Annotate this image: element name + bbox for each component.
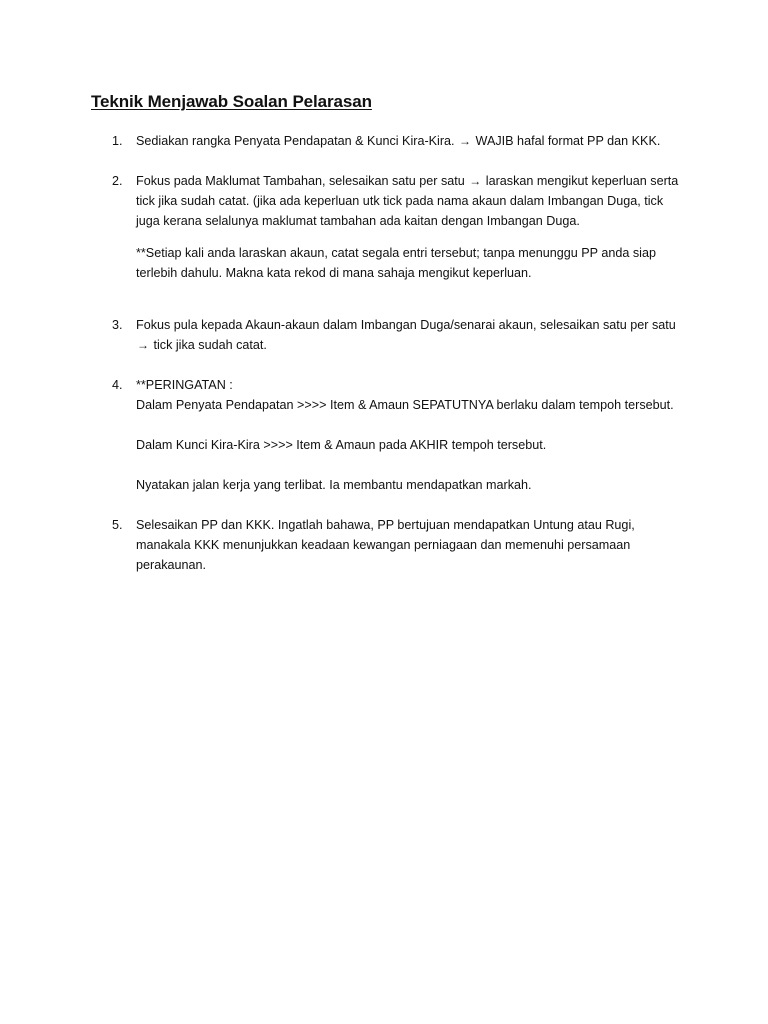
document-title: Teknik Menjawab Soalan Pelarasan xyxy=(91,92,372,111)
list-item-4 xyxy=(112,375,692,495)
list-item-5 xyxy=(112,515,692,575)
list-item-3 xyxy=(112,315,692,355)
item-2-line-2: tick jika sudah catat. (jika ada keperluan utk tick pada nama akaun dalam Imbangan Duga, tick xyxy=(136,194,664,208)
item-2-line-1 xyxy=(136,171,692,191)
spacer xyxy=(136,455,692,475)
spacer xyxy=(136,415,692,435)
list-number-3: 3. xyxy=(112,318,123,332)
list-item-1 xyxy=(112,131,692,151)
item-3-line-2-text-after: tick jika sudah catat. xyxy=(150,338,267,352)
item-4-paragraph-1: Dalam Penyata Pendapatan >>>> Item & Amaun SEPATUTNYA berlaku dalam tempoh tersebut. xyxy=(136,398,674,412)
item-1-line-1-text-after: WAJIB hafal format PP dan KKK. xyxy=(472,134,661,148)
item-2-note xyxy=(136,243,692,283)
item-1-line-1-text-before: Sediakan rangka Penyata Pendapatan & Kunci Kira-Kira. xyxy=(136,134,459,148)
item-1-line-1 xyxy=(136,131,692,151)
list-number-4: 4. xyxy=(112,378,123,392)
list-number-1: 1. xyxy=(112,134,123,148)
arrow-icon: → xyxy=(459,134,472,148)
item-4-paragraph-3: Nyatakan jalan kerja yang terlibat. Ia membantu mendapatkan markah. xyxy=(136,478,532,492)
item-5-line-2: manakala KKK menunjukkan keadaan kewangan perniagaan dan memenuhi persamaan xyxy=(136,538,631,552)
list-number-2: 2. xyxy=(112,174,123,188)
arrow-icon: → xyxy=(469,174,482,188)
item-3-line-1: Fokus pula kepada Akaun-akaun dalam Imbangan Duga/senarai akaun, selesaikan satu per satu xyxy=(136,318,676,332)
item-2-note-line-2: terlebih dahulu. Makna kata rekod di mana sahaja mengikut keperluan. xyxy=(136,266,532,280)
item-4-heading: **PERINGATAN : xyxy=(136,378,233,392)
arrow-icon: → xyxy=(137,338,149,352)
item-5-line-1: Selesaikan PP dan KKK. Ingatlah bahawa, PP bertujuan mendapatkan Untung atau Rugi, xyxy=(136,518,635,532)
numbered-list xyxy=(112,131,692,575)
item-2-note-line-1: **Setiap kali anda laraskan akaun, catat segala entri tersebut; tanpa menunggu PP anda siap xyxy=(136,246,656,260)
list-number-5: 5. xyxy=(112,518,123,532)
item-2-line-1-text-before: Fokus pada Maklumat Tambahan, selesaikan satu per satu xyxy=(136,174,469,188)
item-5-line-3: perakaunan. xyxy=(136,558,207,572)
list-item-2 xyxy=(112,171,692,283)
item-2-line-1-text-after: laraskan mengikut keperluan serta xyxy=(482,174,679,188)
item-4-paragraph-2: Dalam Kunci Kira-Kira >>>> Item & Amaun pada AKHIR tempoh tersebut. xyxy=(136,438,547,452)
item-2-line-3: juga kerana selalunya maklumat tambahan ada kaitan dengan Imbangan Duga. xyxy=(136,214,580,228)
item-3-line-2 xyxy=(136,335,692,355)
